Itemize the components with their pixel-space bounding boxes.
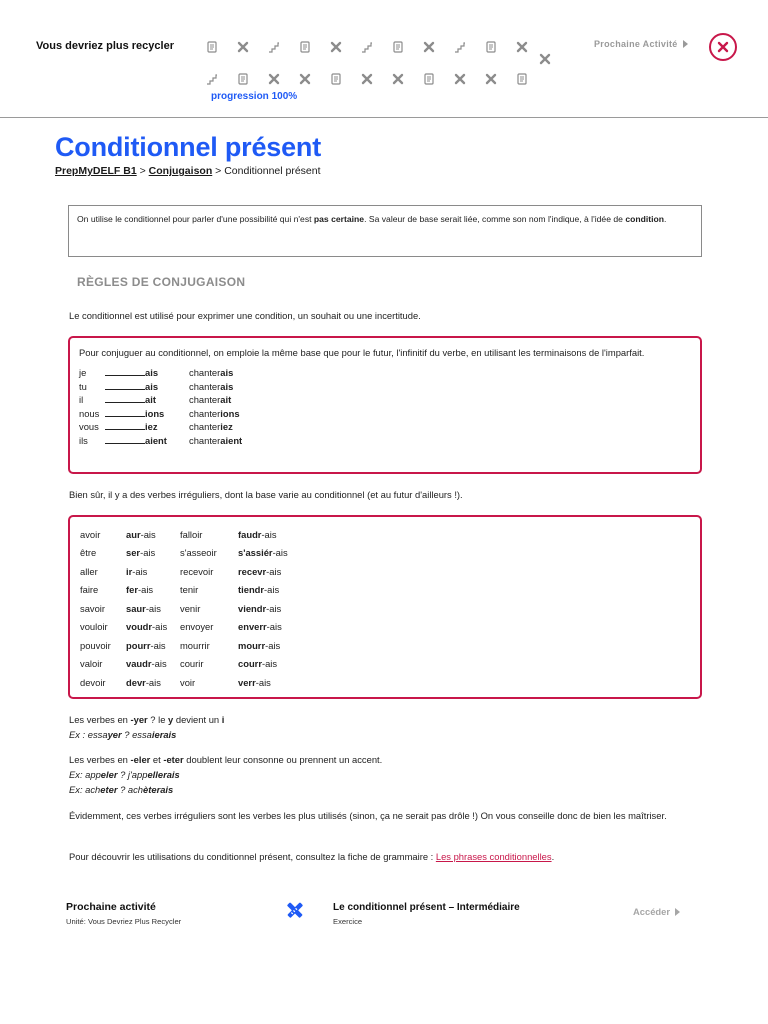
yer-example — [69, 727, 176, 742]
stem: pourr — [126, 639, 151, 651]
verb: voir — [180, 676, 196, 688]
stem: tiendr — [238, 584, 265, 596]
verb: devoir — [80, 676, 106, 688]
verb: savoir — [80, 602, 106, 614]
ending-cell — [105, 366, 189, 380]
access-button[interactable] — [633, 906, 680, 917]
verb: envoyer — [180, 621, 214, 633]
form-base: chanter — [189, 434, 221, 446]
rule-bold: -eter — [163, 754, 184, 765]
example-bold: eter — [100, 784, 118, 795]
verb: vouloir — [80, 621, 108, 633]
breadcrumb-separator: > — [136, 165, 149, 177]
conjugation-row — [79, 420, 691, 434]
pronoun: je — [79, 367, 87, 378]
example-bold: èterais — [143, 784, 174, 795]
stem-ending: -ais — [264, 584, 280, 596]
irregular-row — [80, 581, 690, 600]
verb: faire — [80, 584, 99, 596]
form-ending: ais — [220, 367, 234, 378]
irregular-row — [80, 618, 690, 637]
access-label: Accéder — [633, 906, 671, 917]
pronoun: ils — [79, 434, 88, 446]
stem-ending: -ais — [132, 565, 148, 577]
stem: courr — [238, 658, 262, 670]
example-bold: eler — [100, 769, 118, 780]
irregular-verbs-table — [80, 525, 690, 692]
form-base: chanter — [189, 407, 221, 419]
stairs-icon[interactable] — [206, 72, 237, 86]
stem-ending: -ais — [152, 621, 168, 633]
rules-paragraph-3: Évidemment, ces verbes irréguliers sont les verbes les plus utilisés (sinon, ça ne serait pas drôle !) On vous conseille donc de bien les maîtriser. — [69, 810, 667, 821]
rule-text: et — [150, 754, 164, 765]
pencil-cross-icon[interactable] — [237, 40, 268, 54]
form-ending: aient — [220, 434, 243, 446]
stem-ending: -ais — [145, 676, 161, 688]
example-form — [189, 366, 233, 380]
stem-ending: -ais — [140, 547, 156, 559]
pronoun: tu — [79, 380, 87, 392]
ending: ait — [145, 394, 156, 405]
stem: ser — [126, 547, 141, 559]
pencil-cross-icon — [284, 899, 306, 921]
conditional-stem — [238, 566, 318, 577]
verb: valoir — [80, 658, 103, 670]
pencil-cross-icon[interactable] — [539, 52, 551, 64]
conjugation-lead: Pour conjuguer au conditionnel, on emploie la même base que pour le futur, l'infinitif du verbe, en utilisant les terminaisons de l'imparfait. — [79, 347, 645, 358]
footer-next-label: Prochaine activité — [66, 901, 156, 913]
irregular-row — [80, 544, 690, 563]
rule-bold: i — [221, 714, 225, 725]
conditional-stem — [126, 603, 180, 614]
conjugation-row — [79, 380, 691, 394]
breadcrumb-current: Conditionnel présent — [224, 165, 321, 177]
example-bold: yer — [107, 729, 122, 740]
conditional-stem — [238, 584, 318, 595]
stem: aur — [126, 528, 141, 540]
example-text: ? j'app — [117, 769, 148, 780]
doc-icon[interactable] — [392, 40, 423, 54]
irregular-verbs-box — [68, 515, 702, 699]
eler-example-1 — [69, 767, 180, 782]
stem-ending: -ais — [261, 658, 278, 670]
ending: iez — [145, 421, 158, 432]
form-ending: ais — [220, 380, 234, 392]
stem: verr — [238, 676, 256, 688]
rules-paragraph-2: Bien sûr, il y a des verbes irréguliers, dont la base varie au conditionnel (et au futur d'ailleurs !). — [69, 489, 463, 500]
stairs-icon[interactable] — [454, 40, 485, 54]
intro-text: . — [663, 214, 667, 224]
ending-cell — [105, 407, 189, 421]
example-form — [189, 434, 242, 448]
doc-icon[interactable] — [485, 40, 516, 54]
blank-line — [105, 408, 145, 417]
stem-ending: -ais — [255, 676, 271, 688]
verb: aller — [80, 565, 98, 577]
rule-bold: -yer — [130, 714, 148, 725]
conditional-stem — [126, 621, 180, 632]
example-form — [189, 407, 240, 421]
chevron-right-icon — [675, 908, 680, 916]
top-bar — [0, 0, 768, 118]
verb: recevoir — [180, 565, 214, 577]
stem-ending: -ais — [266, 621, 282, 633]
pencil-cross-icon[interactable] — [330, 40, 361, 54]
example-text: ? ach — [117, 784, 144, 795]
stem-ending: -ais — [266, 565, 282, 577]
conditional-stem — [238, 603, 318, 614]
rules-paragraph-4 — [69, 849, 554, 864]
irregular-row — [80, 562, 690, 581]
conditional-stem — [238, 677, 318, 688]
doc-icon[interactable] — [299, 40, 330, 54]
doc-icon[interactable] — [330, 72, 361, 86]
paragraph-text: . — [551, 851, 555, 862]
example-form — [189, 393, 231, 407]
ending-cell — [105, 434, 189, 448]
form-base: chanter — [189, 380, 221, 392]
irregular-row — [80, 525, 690, 544]
doc-icon[interactable] — [237, 72, 268, 86]
irregular-row — [80, 636, 690, 655]
verb: venir — [180, 602, 201, 614]
verb: courir — [180, 658, 204, 670]
form-ending: ions — [220, 407, 240, 419]
blank-line — [105, 394, 145, 403]
stem: voudr — [126, 621, 153, 633]
stem: mourr — [238, 639, 266, 651]
irregular-row — [80, 599, 690, 618]
page-title: Conditionnel présent — [55, 132, 322, 162]
conjugation-row — [79, 393, 691, 407]
example-text: Ex : essa — [69, 729, 108, 740]
stem: saur — [126, 602, 146, 614]
conditional-stem — [126, 584, 180, 595]
doc-icon[interactable] — [206, 40, 237, 54]
close-icon — [717, 41, 729, 53]
conditional-stem — [126, 640, 180, 651]
irregular-row — [80, 655, 690, 674]
verb: falloir — [180, 528, 203, 540]
stem: devr — [126, 676, 146, 688]
conjugation-box — [68, 336, 702, 474]
rule-text: Les verbes en — [69, 714, 131, 725]
ending-cell — [105, 393, 189, 407]
rule-text: devient un — [173, 714, 222, 725]
progress-label: progression 100% — [211, 91, 298, 102]
stem-ending: -ais — [145, 602, 161, 614]
conjugation-row — [79, 407, 691, 421]
section-title: RÈGLES DE CONJUGAISON — [77, 275, 246, 289]
course-title: Vous devriez plus recycler — [36, 40, 174, 52]
stem: vaudr — [126, 658, 152, 670]
next-activity-label: Prochaine Activité — [594, 39, 678, 49]
example-form — [189, 420, 233, 434]
stem-ending: -ais — [140, 528, 156, 540]
pronoun: il — [79, 394, 84, 405]
footer-unit: Unité: Vous Devriez Plus Recycler — [66, 917, 182, 926]
next-activity-link[interactable] — [594, 39, 688, 49]
intro-bold: pas certaine — [313, 214, 365, 224]
stem-ending: -ais — [150, 639, 166, 651]
pencil-cross-icon[interactable] — [485, 72, 516, 86]
blank-line — [105, 435, 145, 444]
pronoun: nous — [79, 407, 100, 419]
rule-text: doublent leur consonne ou prennent un accent. — [183, 754, 383, 765]
conditional-stem — [238, 547, 318, 558]
example-text: ? essa — [121, 729, 152, 740]
rule-text: ? le — [147, 714, 169, 725]
chevron-right-icon — [683, 40, 688, 48]
conditional-stem — [126, 658, 180, 669]
pencil-cross-icon[interactable] — [392, 72, 423, 86]
pencil-cross-icon[interactable] — [299, 72, 330, 86]
breadcrumb-link-course[interactable]: PrepMyDELF B1 — [55, 165, 137, 177]
conditional-stem — [238, 529, 318, 540]
blank-line — [105, 381, 145, 390]
breadcrumb-separator: > — [212, 165, 225, 177]
conditional-stem — [126, 566, 180, 577]
verb: être — [80, 547, 97, 559]
stem-ending: -ais — [261, 528, 277, 540]
paragraph-text: Pour découvrir les utilisations du conditionnel présent, consultez la fiche de grammaire : — [69, 851, 436, 862]
pencil-cross-icon[interactable] — [361, 72, 392, 86]
breadcrumb-link-conjugaison[interactable]: Conjugaison — [148, 165, 213, 177]
stem: fer — [126, 584, 138, 596]
rule-bold: -eler — [130, 754, 151, 765]
doc-icon[interactable] — [516, 72, 547, 86]
conditional-stem — [126, 547, 180, 558]
stem: recevr — [238, 565, 267, 577]
example-bold: ellerais — [147, 769, 180, 780]
conjugation-row — [79, 366, 691, 380]
stem-ending: -ais — [151, 658, 167, 670]
close-button[interactable] — [709, 33, 737, 61]
conditional-stem — [238, 658, 318, 669]
stairs-icon[interactable] — [268, 40, 299, 54]
verb: pouvoir — [80, 639, 111, 651]
example-bold: ierais — [151, 729, 177, 740]
stem: enverr — [238, 621, 267, 633]
pencil-cross-icon[interactable] — [454, 72, 485, 86]
stem-ending: -ais — [265, 639, 281, 651]
eler-rule — [69, 752, 382, 767]
form-base: chanter — [189, 394, 221, 405]
ending-cell — [105, 380, 189, 394]
ending: aient — [145, 434, 167, 446]
stem: viendr — [238, 602, 267, 614]
conditional-stem — [126, 529, 180, 540]
conjugation-table — [79, 366, 691, 447]
blank-line — [105, 421, 145, 430]
intro-text: On utilise le conditionnel pour parler d'une possibilité qui n'est — [77, 214, 314, 224]
verb: mourrir — [180, 639, 210, 651]
pronoun: vous — [79, 421, 99, 432]
verb: tenir — [180, 584, 199, 596]
stem: s'assiér — [238, 547, 273, 559]
form-ending: iez — [220, 421, 233, 432]
yer-rule — [69, 712, 224, 727]
stem-ending: -ais — [266, 602, 282, 614]
stem-ending: -ais — [137, 584, 154, 596]
conditional-stem — [238, 621, 318, 632]
ending: ions — [145, 407, 165, 419]
irregular-row — [80, 673, 690, 692]
eler-example-2 — [69, 782, 173, 797]
example-text: Ex: ach — [69, 784, 101, 795]
verb: s'asseoir — [180, 547, 217, 559]
pencil-cross-icon[interactable] — [268, 72, 299, 86]
form-base: chanter — [189, 421, 221, 432]
grammar-sheet-link[interactable]: Les phrases conditionnelles — [435, 851, 552, 862]
conditional-stem — [126, 677, 180, 688]
intro-text: . Sa valeur de base serait liée, comme son nom l'indique, à l'idée de — [364, 214, 626, 224]
verb: avoir — [80, 528, 101, 540]
ending: ais — [145, 380, 159, 392]
breadcrumb — [55, 165, 321, 177]
conditional-stem — [238, 640, 318, 651]
blank-line — [105, 367, 145, 376]
rules-paragraph-1: Le conditionnel est utilisé pour exprimer une condition, un souhait ou une incertitude. — [69, 310, 421, 321]
rule-text: Les verbes en — [69, 754, 131, 765]
form-ending: ait — [220, 394, 232, 405]
activity-icons-row-2 — [206, 72, 547, 86]
doc-icon[interactable] — [423, 72, 454, 86]
footer-activity-type: Exercice — [333, 917, 363, 926]
intro-bold: condition — [625, 214, 664, 224]
activity-icons-row-1 — [206, 40, 547, 54]
ending-cell — [105, 420, 189, 434]
rule-bold: y — [168, 714, 174, 725]
stem: ir — [126, 565, 133, 577]
ending: ais — [145, 367, 159, 378]
form-base: chanter — [189, 367, 221, 378]
example-form — [189, 380, 233, 394]
pencil-cross-icon[interactable] — [423, 40, 454, 54]
conjugation-row — [79, 434, 691, 448]
footer-activity-title[interactable]: Le conditionnel présent – Intermédiaire — [333, 902, 520, 913]
stairs-icon[interactable] — [361, 40, 392, 54]
intro-box — [68, 205, 702, 257]
stem: faudr — [238, 528, 262, 540]
stem-ending: -ais — [272, 547, 288, 559]
example-text: Ex: app — [69, 769, 101, 780]
